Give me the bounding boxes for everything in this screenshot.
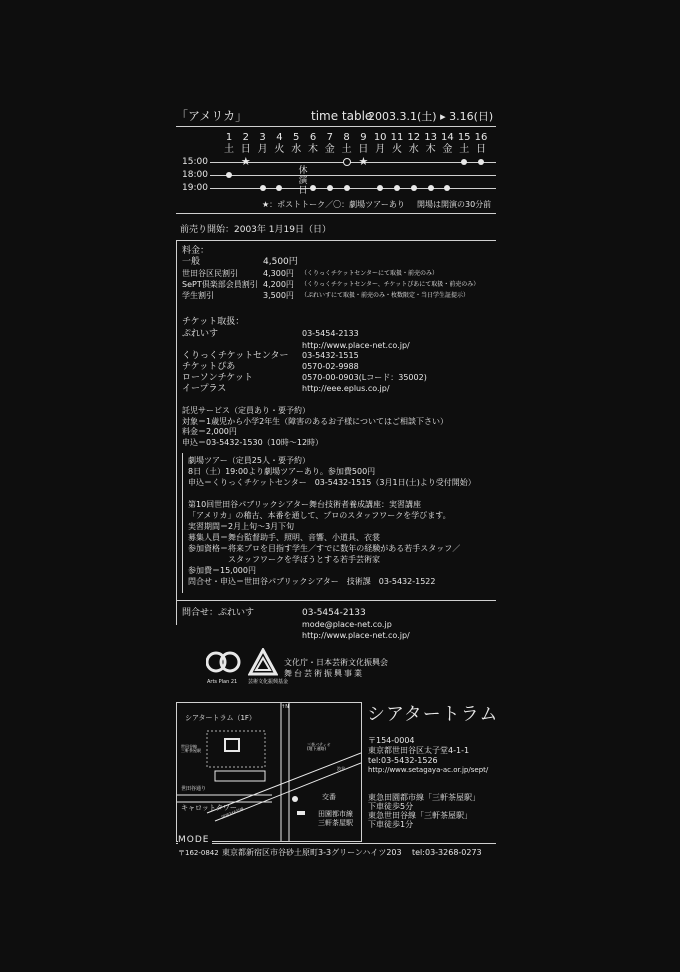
price-label: 世田谷区民割引	[182, 269, 238, 278]
inquiry-label: 問合せ：ぷれいす	[182, 608, 255, 618]
childcare-line: 申込＝03-5432-1530（10時〜12時）	[182, 437, 324, 447]
price-heading: 料金：	[182, 246, 210, 256]
workshop-line: 実習期間＝2月上旬〜3月下旬	[188, 522, 295, 531]
schedule-rule	[176, 213, 496, 214]
ticket-vendor-contact: 03-5454-2133	[302, 329, 359, 338]
childcare-line: 対象＝1歳児から小学2年生（障害のあるお子様についてはご相談下さい）	[182, 416, 449, 426]
footer-rule	[176, 843, 496, 844]
map-north-label: ↑N	[281, 704, 289, 710]
ticket-vendor-name: チケットぴあ	[182, 362, 236, 372]
theatre-tram-logo: シアタートラム	[367, 704, 499, 725]
theatre-postal: 〒154-0004	[368, 736, 415, 745]
row-line-1500	[210, 162, 496, 163]
row-line-1800	[210, 175, 496, 176]
price-label: 学生割引	[182, 291, 214, 300]
tour-line: 8日（土）19:00より劇場ツアーあり。参加費500円	[188, 467, 376, 476]
footer-brand: MODE	[178, 836, 212, 845]
footer-postal: 〒162-0842	[178, 849, 219, 857]
day-number: 10	[373, 132, 387, 143]
performance-dot	[461, 159, 467, 165]
theatre-address: 東京都世田谷区太子堂4-1-1	[368, 746, 470, 755]
ticket-vendor-contact: 0570-00-0903(Lコード：35002)	[302, 373, 427, 382]
workshop-line: 第10回世田谷パブリックシアター舞台技術者養成講座：実習講座	[188, 500, 421, 509]
inquiry-email: mode@place-net.co.jp	[302, 620, 392, 629]
childcare-line: 料金＝2,000円	[182, 427, 237, 436]
post-talk-star-icon: ★	[358, 155, 369, 168]
schedule-legend: ★：ポストトーク／〇：劇場ツアーあり	[262, 200, 405, 209]
day-weekday: 月	[375, 144, 386, 155]
price-value: 4,200円	[263, 280, 294, 289]
day-weekday: 土	[224, 144, 234, 155]
ticket-vendor-contact: 0570-02-9988	[302, 362, 359, 371]
day-weekday: 日	[476, 144, 486, 155]
footer-address: 東京都新宿区市谷砂土原町3-3グリーンハイツ203	[222, 848, 402, 857]
map-koban-label: 交番	[322, 793, 336, 801]
performance-dot	[226, 172, 232, 178]
foundation-small-text: 芸術文化振興基金	[248, 679, 289, 685]
time-label-1900: 19:00	[182, 183, 208, 193]
workshop-line: 募集人員＝舞台監督助手、照明、音響、小道具、衣裳	[188, 533, 380, 542]
price-value: 4,300円	[263, 269, 294, 278]
day-number: 14	[441, 132, 454, 143]
sponsor-line-2: 舞台芸術振興事業	[284, 669, 364, 678]
schedule-note: 開場は開演の30分前	[417, 200, 492, 209]
day-number: 2	[242, 132, 249, 143]
performance-dot	[276, 185, 282, 191]
price-note: （くりっくチケットセンター、チケットぴあにて取扱・前売のみ）	[301, 281, 480, 288]
map-venue-label: シアタートラム（1F）	[185, 714, 256, 722]
map-setagaya-dori-label: 世田谷通り	[181, 786, 207, 792]
tour-line: 劇場ツアー（定員25人・要予約）	[188, 456, 310, 465]
play-title: 「アメリカ」	[176, 109, 248, 123]
performance-dot	[260, 185, 266, 191]
presale-rule	[176, 240, 496, 241]
day-weekday: 水	[291, 144, 302, 155]
post-talk-star-icon: ★	[240, 155, 251, 168]
day-weekday: 金	[442, 144, 453, 155]
arts-plan-text: Arts Plan 21	[207, 679, 238, 685]
map-patio-label: 三茶パティオ (地下通路)	[307, 742, 331, 751]
theatre-access-line: 東急世田谷線「三軒茶屋駅」	[368, 811, 472, 820]
workshop-line: 参加費＝15,000円	[188, 566, 256, 575]
date-range: 2003.3.1(土) ▸ 3.16(日)	[368, 110, 494, 123]
day-weekday: 月	[257, 144, 268, 155]
theatre-url: http://www.setagaya-ac.or.jp/sept/	[368, 766, 489, 774]
ticket-vendor-name: くりっくチケットセンター	[182, 351, 289, 361]
price-label: 一般	[182, 257, 201, 267]
time-label-1500: 15:00	[182, 157, 208, 167]
inquiry-rule	[176, 600, 496, 601]
tour-line: 申込＝くりっくチケットセンター 03-5432-1515（3月1日(土)より受付開始）	[188, 478, 476, 487]
map-setagaya-line-label: 世田谷線 三軒茶屋駅	[181, 744, 201, 753]
performance-dot	[310, 185, 316, 191]
performance-dot	[411, 185, 417, 191]
day-number: 8	[343, 132, 350, 143]
performance-dot	[428, 185, 434, 191]
theatre-tel: tel:03-5432-1526	[368, 756, 438, 765]
time-table-label: time table	[311, 109, 373, 123]
ticket-vendor-contact: http://www.place-net.co.jp/	[302, 341, 410, 350]
arts-plan-logo-icon	[206, 650, 242, 680]
row-line-1900	[210, 188, 496, 189]
map-carrot-tower-label: キャロットタワー	[181, 804, 237, 812]
price-value: 4,500円	[263, 257, 298, 267]
day-number: 9	[360, 132, 367, 143]
day-weekday: 木	[308, 144, 318, 155]
header-rule	[176, 126, 496, 127]
day-number: 5	[293, 132, 300, 143]
theatre-access-line: 下車徒歩5分	[368, 802, 414, 811]
day-number: 1	[225, 132, 233, 143]
workshop-line: スタッフワークを学ぼうとする若手芸術家	[188, 555, 380, 564]
ticket-vendor-name: ぷれいす	[182, 329, 219, 339]
day-number: 12	[407, 132, 421, 143]
day-weekday: 火	[274, 144, 285, 155]
day-weekday: 木	[425, 144, 436, 155]
ticket-heading: チケット取扱：	[182, 317, 245, 327]
workshop-line: 参加資格＝将来プロを目指す学生／すでに数年の経験がある若手スタッフ／	[188, 544, 461, 553]
sponsor-line-1: 文化庁・日本芸術文化振興会	[284, 658, 388, 667]
price-value: 3,500円	[263, 291, 294, 300]
performance-dot	[478, 159, 484, 165]
day-weekday: 土	[459, 144, 470, 155]
map-shibuya-label: 渋谷	[337, 766, 345, 771]
inquiry-url: http://www.place-net.co.jp/	[302, 631, 410, 640]
theatre-tour-marker	[343, 158, 351, 166]
ticket-vendor-name: イープラス	[182, 384, 227, 394]
theatre-access-line: 東急田園都市線「三軒茶屋駅」	[368, 793, 480, 802]
workshop-line: 「アメリカ」の稽古、本番を通して、プロのスタッフワークを学びます。	[188, 511, 451, 520]
inquiry-phone: 03-5454-2133	[302, 608, 366, 618]
workshop-line: 問合せ・申込＝世田谷パブリックシアター 技術課 03-5432-1522	[188, 577, 436, 586]
day-number: 4	[276, 132, 283, 143]
presale-date: 前売り開始：2003年 1月19日（日）	[180, 225, 331, 235]
ticket-vendor-name: ローソンチケット	[182, 373, 253, 383]
performance-dot	[394, 185, 400, 191]
ticket-vendor-contact: 03-5432-1515	[302, 351, 359, 360]
day-weekday: 日	[358, 144, 369, 155]
footer-tel: tel:03-3268-0273	[412, 848, 482, 857]
foundation-logo-icon	[248, 648, 278, 680]
theatre-access-line: 下車徒歩1分	[368, 820, 414, 829]
closed-day-label: 休演日	[298, 166, 308, 196]
childcare-line: 託児サービス（定員あり・要予約）	[182, 406, 310, 415]
left-rule	[176, 240, 177, 625]
performance-dot	[444, 185, 450, 191]
day-number: 11	[390, 132, 404, 143]
time-label-1800: 18:00	[182, 170, 208, 180]
day-weekday: 土	[341, 144, 352, 155]
day-number: 7	[326, 132, 333, 143]
day-number: 13	[424, 132, 437, 143]
day-weekday: 金	[324, 144, 335, 155]
performance-dot	[377, 185, 383, 191]
performance-dot	[344, 185, 350, 191]
map-den-en-label: 田園都市線 三軒茶屋駅	[318, 810, 353, 827]
day-weekday: 火	[392, 144, 402, 155]
day-weekday: 日	[240, 144, 251, 155]
day-number: 3	[259, 132, 266, 143]
price-note: （ぷれいすにて取扱・前売のみ・枚数限定・当日学生証提示）	[301, 292, 470, 299]
day-number: 15	[457, 132, 471, 143]
day-number: 16	[474, 132, 488, 143]
ticket-vendor-contact: http://eee.eplus.co.jp/	[302, 384, 390, 393]
day-number: 6	[309, 132, 317, 143]
price-label: SePT倶楽部会員割引	[182, 280, 258, 289]
performance-dot	[327, 185, 333, 191]
day-weekday: 水	[408, 144, 419, 155]
price-note: （くりっくチケットセンターにて取扱・前売のみ）	[301, 270, 439, 277]
map-route246-label: 国道246号線	[220, 806, 245, 820]
